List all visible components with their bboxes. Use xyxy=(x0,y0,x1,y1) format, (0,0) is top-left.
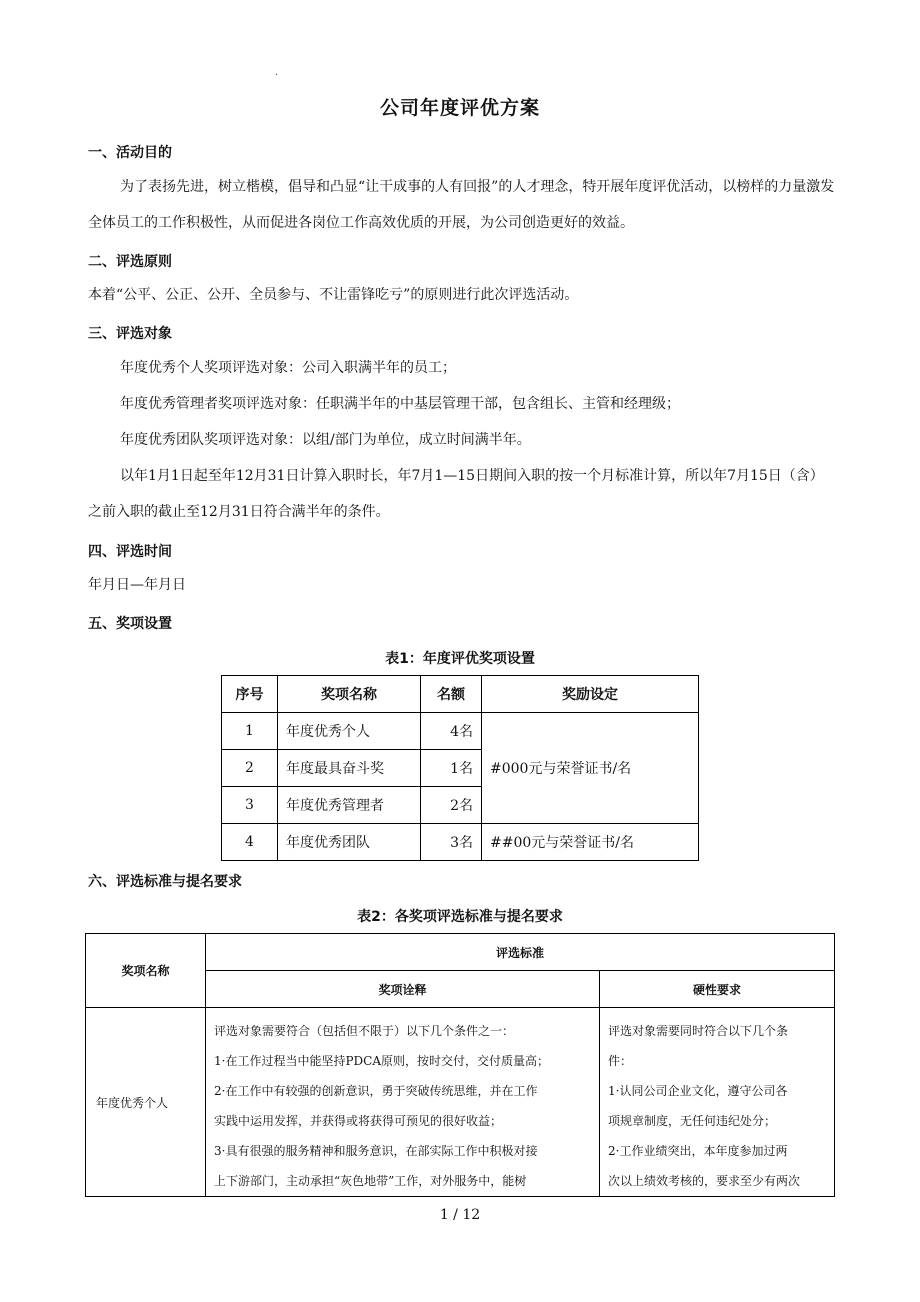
column-header: 评选标准 xyxy=(206,934,835,971)
requirement-line: 件： xyxy=(608,1054,633,1068)
requirement-line: 评选对象需要同时符合以下几个条 xyxy=(608,1024,789,1038)
target-item: 以年1月1日起至年12月31日计算入职时长，年7月1—15日期间入职的按一个月标准计算，所以年7月15日（含）之前入职的截止至12月31日符合满半年的条件。 xyxy=(88,468,824,520)
requirement-line: 项规章制度，无任何违纪处分； xyxy=(608,1114,777,1128)
award-quota: 3名 xyxy=(421,824,482,861)
award-reward: #000元与荣誉证书/名 xyxy=(482,713,699,824)
description-line: 1·在工作过程当中能坚持PDCA原则，按时交付，交付质量高； xyxy=(214,1054,549,1068)
row-number: 2 xyxy=(222,750,278,787)
award-name: 年度最具奋斗奖 xyxy=(278,750,421,787)
row-number: 3 xyxy=(222,787,278,824)
page-mark: · xyxy=(275,70,279,81)
row-number: 1 xyxy=(222,713,278,750)
award-description xyxy=(206,1008,600,1197)
target-item: 年度优秀团队奖项评选对象：以组/部门为单位，成立时间满半年。 xyxy=(120,432,531,448)
section-heading-time: 四、评选时间 xyxy=(88,544,172,560)
table-row xyxy=(86,1008,835,1197)
award-name: 年度优秀个人 xyxy=(278,713,421,750)
description-line: 2·在工作中有较强的创新意识，勇于突破传统思维，并在工作 xyxy=(214,1084,538,1098)
table-header-row xyxy=(222,676,699,713)
principle-paragraph: 本着“公平、公正、公开、全员参与、不让雷锋吃亏”的原则进行此次评选活动。 xyxy=(88,287,579,303)
section-heading-targets: 三、评选对象 xyxy=(88,326,172,342)
column-header: 奖项诠释 xyxy=(206,971,600,1008)
description-line: 评选对象需要符合（包括但不限于）以下几个条件之一： xyxy=(214,1024,515,1038)
page-title: 公司年度评优方案 xyxy=(379,97,540,119)
section-heading-purpose: 一、活动目的 xyxy=(88,145,172,161)
criteria-table xyxy=(85,933,835,1197)
requirement-line: 2·工作业绩突出，本年度参加过两 xyxy=(608,1144,788,1158)
table-header-row xyxy=(86,934,835,971)
section-heading-awards: 五、奖项设置 xyxy=(88,616,172,632)
hard-requirements xyxy=(600,1008,835,1197)
purpose-paragraph: 为了表扬先进，树立楷模，倡导和凸显“让干成事的人有回报”的人才理念，特开展年度评优活动，以榜样的力量激发全体员工的工作积极性，从而促进各岗位工作高效优质的开展，为公司创造更好的效益。 xyxy=(88,179,835,231)
table2-caption: 表2：各奖项评选标准与提名要求 xyxy=(357,909,563,925)
award-name: 年度优秀个人 xyxy=(86,1008,206,1197)
page-number: 1 / 12 xyxy=(439,1207,481,1223)
time-paragraph: 年月日—年月日 xyxy=(88,577,186,593)
award-reward: ##00元与荣誉证书/名 xyxy=(482,824,699,861)
section-heading-criteria: 六、评选标准与提名要求 xyxy=(88,874,242,890)
column-header: 奖项名称 xyxy=(278,676,421,713)
requirement-line: 1·认同公司企业文化，遵守公司各 xyxy=(608,1084,788,1098)
column-header: 序号 xyxy=(222,676,278,713)
table1-caption: 表1：年度评优奖项设置 xyxy=(385,651,535,667)
award-quota: 1名 xyxy=(421,750,482,787)
section-heading-principle: 二、评选原则 xyxy=(88,254,172,270)
table-row xyxy=(222,824,699,861)
award-quota: 2名 xyxy=(421,787,482,824)
row-number: 4 xyxy=(222,824,278,861)
column-header: 奖项名称 xyxy=(86,934,206,1008)
award-name: 年度优秀团队 xyxy=(278,824,421,861)
description-line: 实践中运用发挥，并获得或将获得可预见的很好收益； xyxy=(214,1114,503,1128)
description-line: 上下游部门，主动承担“灰色地带”工作，对外服务中，能树 xyxy=(214,1174,527,1188)
column-header: 奖励设定 xyxy=(482,676,699,713)
requirement-line: 次以上绩效考核的，要求至少有两次 xyxy=(608,1174,801,1188)
table-row xyxy=(222,713,699,750)
awards-table xyxy=(221,675,699,861)
description-line: 3·具有很强的服务精神和服务意识，在部实际工作中积极对接 xyxy=(214,1144,538,1158)
target-item: 年度优秀管理者奖项评选对象：任职满半年的中基层管理干部，包含组长、主管和经理级； xyxy=(120,396,680,412)
target-item: 年度优秀个人奖项评选对象：公司入职满半年的员工； xyxy=(120,360,456,376)
column-header: 硬性要求 xyxy=(600,971,835,1008)
award-name: 年度优秀管理者 xyxy=(278,787,421,824)
award-quota: 4名 xyxy=(421,713,482,750)
column-header: 名额 xyxy=(421,676,482,713)
